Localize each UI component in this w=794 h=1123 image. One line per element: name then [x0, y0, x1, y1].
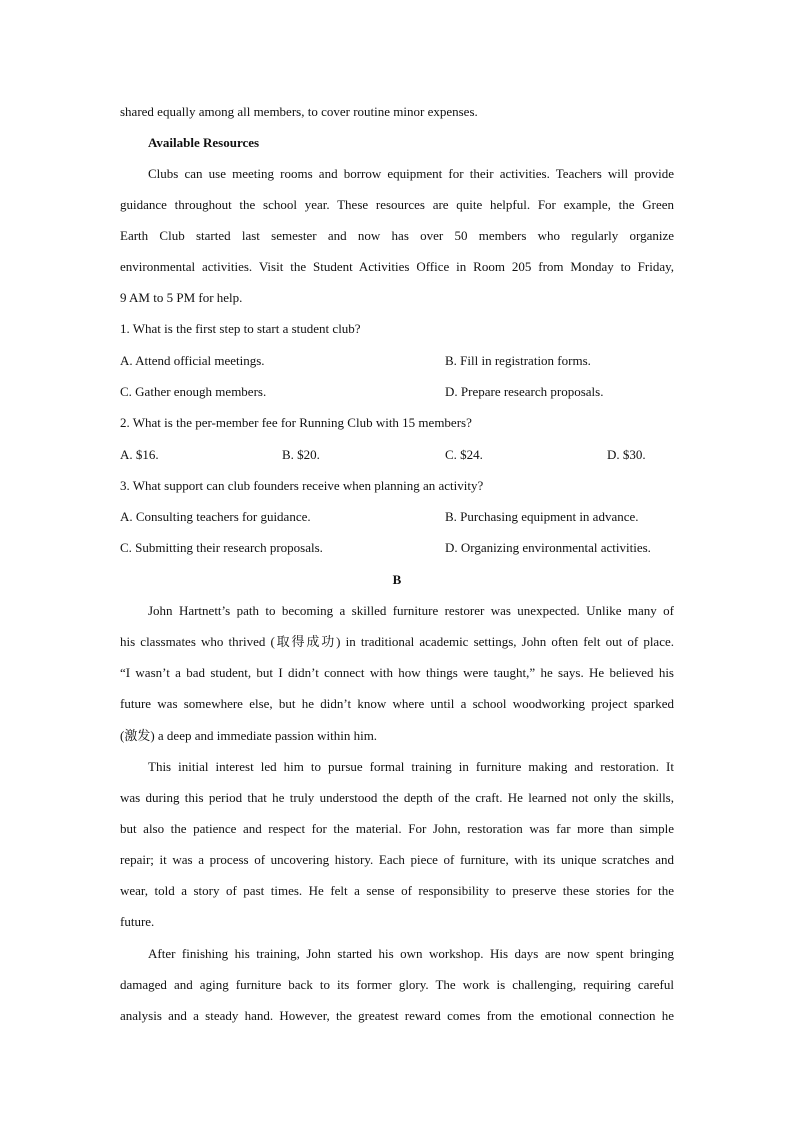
passage-b-p1-line: (激发) a deep and immediate passion within him.: [120, 728, 378, 743]
passage-b-p1-line: his classmates who thrived (取得成功) in traditional academic settings, John often felt out of place.: [120, 634, 674, 649]
question-2-stem: 2. What is the per-member fee for Running Club with 15 members?: [120, 415, 472, 430]
resources-line: 9 AM to 5 PM for help.: [120, 290, 243, 305]
passage-b-p1-line: “I wasn’t a bad student, but I didn’t connect with how things were taught,” he says. He believed his: [120, 665, 674, 680]
question-1-option-c: C. Gather enough members.: [120, 384, 267, 399]
section-heading-available-resources: Available Resources: [148, 135, 260, 150]
question-3-option-a: A. Consulting teachers for guidance.: [120, 509, 311, 524]
passage-b-p2-line: was during this period that he truly understood the depth of the craft. He learned not only the skills,: [120, 790, 674, 805]
passage-b-p3-line: After finishing his training, John started his own workshop. His days are now spent bringing: [148, 946, 674, 961]
passage-b-p2-line: This initial interest led him to pursue formal training in furniture making and restoration. It: [148, 759, 674, 774]
question-2-option-d: D. $30.: [607, 447, 646, 462]
passage-b-p1-line: future was somewhere else, but he didn’t know where until a school woodworking project sparked: [120, 696, 674, 711]
passage-b-p2-line: but also the patience and respect for the material. For John, restoration was far more than simple: [120, 821, 674, 836]
question-1-stem: 1. What is the first step to start a student club?: [120, 321, 361, 336]
passage-a-closing-line: shared equally among all members, to cover routine minor expenses.: [120, 104, 478, 119]
question-1-option-d: D. Prepare research proposals.: [445, 384, 604, 399]
question-1-option-a: A. Attend official meetings.: [120, 353, 265, 368]
question-3-option-d: D. Organizing environmental activities.: [445, 540, 651, 555]
passage-b-p2-line: repair; it was a process of uncovering history. Each piece of furniture, with its unique scratches and: [120, 852, 674, 867]
resources-line: Clubs can use meeting rooms and borrow equipment for their activities. Teachers will provide: [148, 166, 674, 181]
question-3-stem: 3. What support can club founders receive when planning an activity?: [120, 478, 484, 493]
question-2-option-c: C. $24.: [445, 447, 483, 462]
passage-b-p1-line: John Hartnett’s path to becoming a skilled furniture restorer was unexpected. Unlike many of: [148, 603, 674, 618]
question-1-option-b: B. Fill in registration forms.: [445, 353, 591, 368]
question-2-option-a: A. $16.: [120, 447, 159, 462]
passage-b-p2-line: wear, told a story of past times. He felt a sense of responsibility to preserve these stories for the: [120, 883, 674, 898]
passage-b-label: B: [392, 572, 402, 587]
passage-b-p3-line: analysis and a steady hand. However, the greatest reward comes from the emotional connection he: [120, 1008, 674, 1023]
question-2-option-b: B. $20.: [282, 447, 320, 462]
question-3-option-b: B. Purchasing equipment in advance.: [445, 509, 639, 524]
question-3-option-c: C. Submitting their research proposals.: [120, 540, 323, 555]
passage-b-p2-line: future.: [120, 914, 155, 929]
resources-line: environmental activities. Visit the Student Activities Office in Room 205 from Monday to Friday,: [120, 259, 674, 274]
resources-line: Earth Club started last semester and now has over 50 members who regularly organize: [120, 228, 674, 243]
resources-line: guidance throughout the school year. These resources are quite helpful. For example, the Green: [120, 197, 674, 212]
passage-b-p3-line: damaged and aging furniture back to its former glory. The work is challenging, requiring careful: [120, 977, 674, 992]
